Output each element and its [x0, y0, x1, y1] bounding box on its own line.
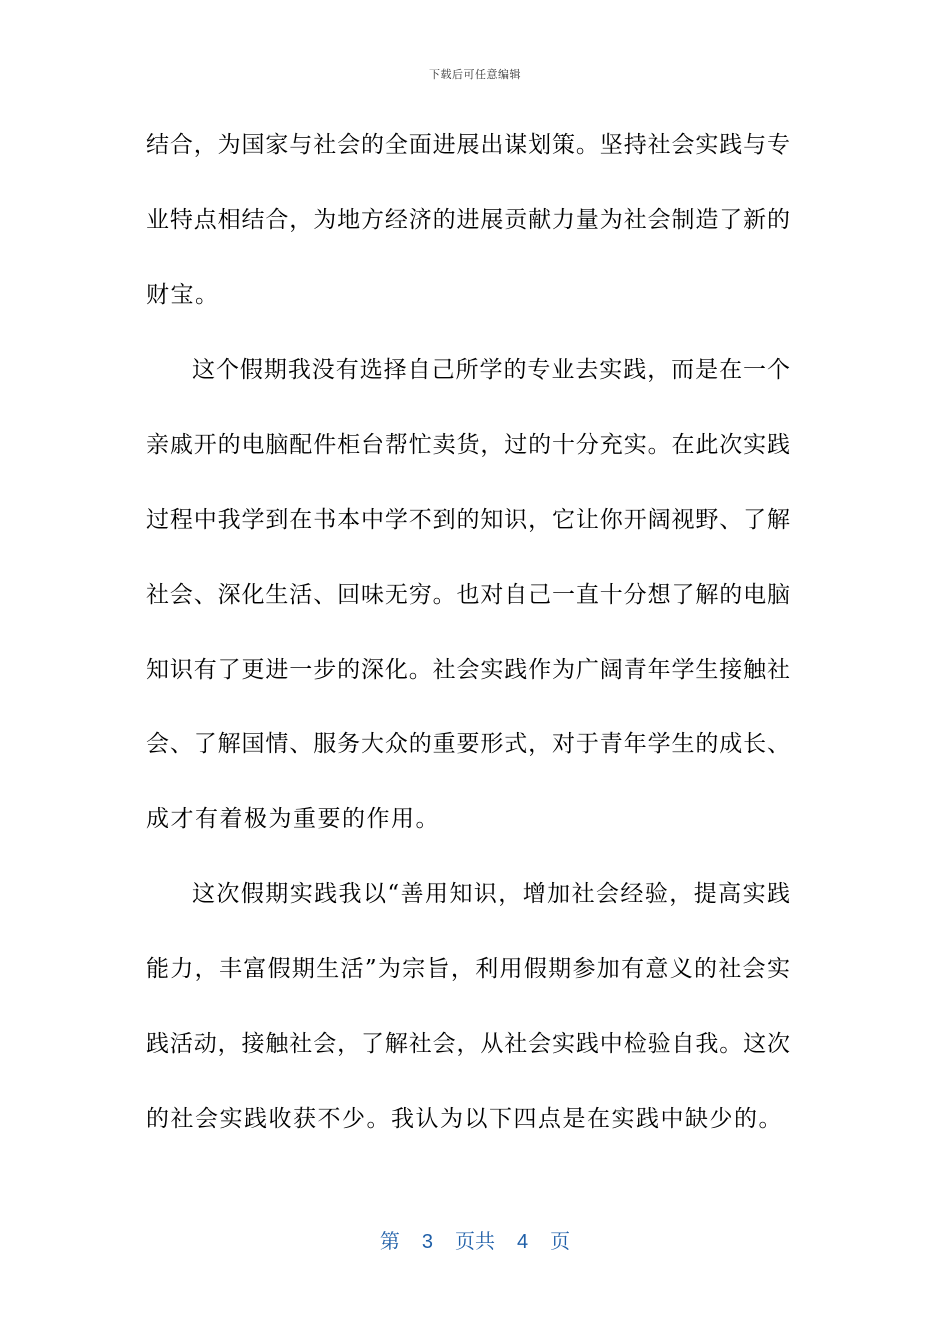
body-line: 成才有着极为重要的作用。 — [146, 806, 440, 832]
body-line: 践活动，接触社会，了解社会，从社会实践中检验自我。这次 — [146, 1031, 790, 1057]
page-suffix: 页 — [550, 1231, 571, 1253]
body-line: 这个假期我没有选择自己所学的专业去实践，而是在一个 — [192, 357, 790, 383]
page-total: 4 — [517, 1231, 529, 1253]
body-line: 社会、深化生活、回味无穷。也对自己一直十分想了解的电脑 — [146, 582, 790, 608]
body-line: 会、了解国情、服务大众的重要形式，对于青年学生的成长、 — [146, 731, 790, 757]
page-mid: 页共 — [455, 1231, 495, 1253]
body-line: 结合，为国家与社会的全面进展出谋划策。坚持社会实践与专 — [146, 132, 790, 158]
page-prefix: 第 — [379, 1231, 400, 1253]
body-line: 知识有了更进一步的深化。社会实践作为广阔青年学生接触社 — [146, 657, 790, 683]
body-line: 这次假期实践我以“善用知识，增加社会经验，提高实践 — [192, 881, 790, 907]
body-line: 过程中我学到在书本中学不到的知识，它让你开阔视野、了解 — [146, 507, 790, 533]
body-line: 亲戚开的电脑配件柜台帮忙卖货，过的十分充实。在此次实践 — [146, 432, 790, 458]
page-header-note: 下载后可任意编辑 — [429, 68, 521, 81]
body-line: 的社会实践收获不少。我认为以下四点是在实践中缺少的。 — [146, 1106, 783, 1132]
body-line: 业特点相结合，为地方经济的进展贡献力量为社会制造了新的 — [146, 207, 790, 233]
body-line: 财宝。 — [146, 282, 220, 308]
page-current: 3 — [421, 1231, 433, 1253]
page-number — [0, 1225, 950, 1254]
body-line: 能力，丰富假期生活”为宗旨，利用假期参加有意义的社会实 — [146, 956, 790, 982]
